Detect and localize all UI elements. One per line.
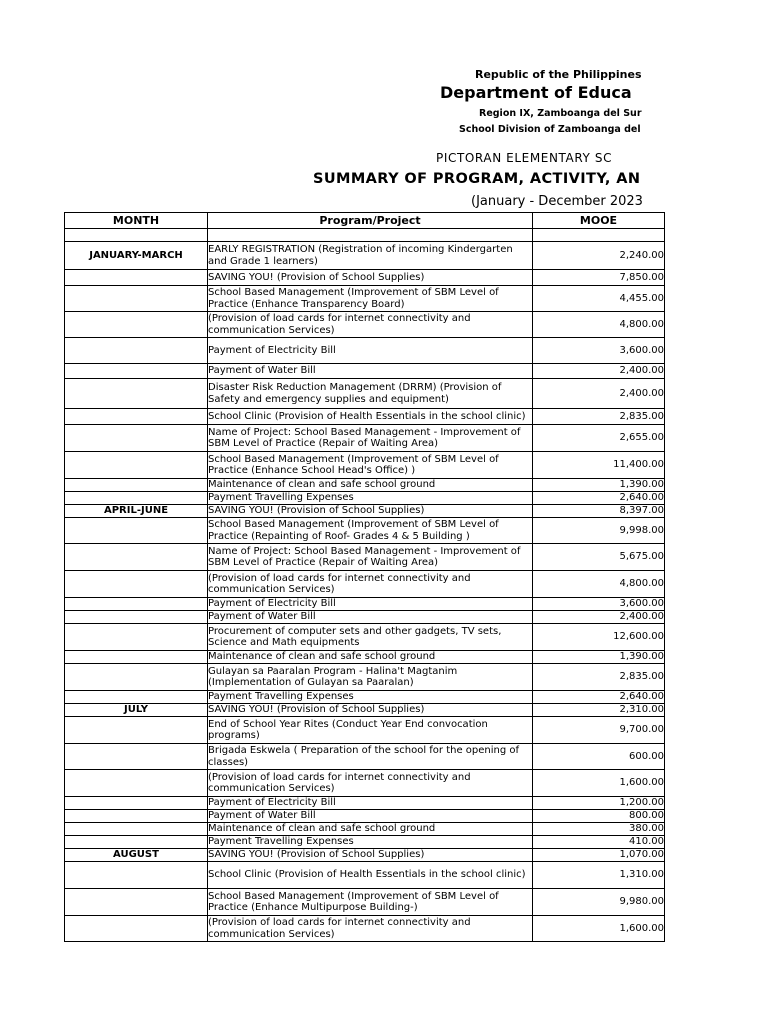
department-name: Department of Educa — [440, 83, 632, 102]
table-row — [65, 664, 665, 691]
program-cell: Payment of Water Bill — [208, 611, 533, 624]
program-cell: Maintenance of clean and safe school ground — [208, 823, 533, 836]
mooe-cell: 4,455.00 — [533, 286, 665, 312]
month-cell: JANUARY-MARCH — [65, 242, 208, 270]
program-cell: Procurement of computer sets and other gadgets, TV sets, Science and Math equipments — [208, 624, 533, 651]
program-cell: Payment of Electricity Bill — [208, 797, 533, 810]
table-row — [65, 229, 665, 242]
program-cell — [208, 229, 533, 242]
month-cell — [65, 312, 208, 338]
program-cell: Brigada Eskwela ( Preparation of the school for the opening of classes) — [208, 744, 533, 770]
table-row — [65, 916, 665, 942]
month-cell — [65, 571, 208, 598]
table-row — [65, 717, 665, 744]
program-cell: (Provision of load cards for internet connectivity and communication Services) — [208, 916, 533, 942]
mooe-cell: 7,850.00 — [533, 270, 665, 286]
table-row — [65, 425, 665, 452]
mooe-cell: 12,600.00 — [533, 624, 665, 651]
table-row — [65, 518, 665, 544]
region-line: Region IX, Zamboanga del Sur — [479, 108, 642, 119]
program-cell: Name of Project: School Based Management - Improvement of SBM Level of Practice (Repair of Waiting Area) — [208, 544, 533, 571]
mooe-cell: 9,998.00 — [533, 518, 665, 544]
month-cell — [65, 611, 208, 624]
mooe-cell: 5,675.00 — [533, 544, 665, 571]
program-cell: School Based Management (Improvement of SBM Level of Practice (Enhance Transparency Board) — [208, 286, 533, 312]
month-cell — [65, 425, 208, 452]
school-name: PICTORAN ELEMENTARY SC — [436, 151, 613, 165]
table-body — [65, 229, 665, 942]
month-cell — [65, 836, 208, 849]
program-cell: School Based Management (Improvement of SBM Level of Practice (Enhance Multipurpose Building-) — [208, 889, 533, 916]
program-cell: EARLY REGISTRATION (Registration of incoming Kindergarten and Grade 1 learners) — [208, 242, 533, 270]
table-row — [65, 571, 665, 598]
month-cell — [65, 479, 208, 492]
mooe-cell: 2,400.00 — [533, 379, 665, 409]
mooe-cell: 2,640.00 — [533, 691, 665, 704]
table-row — [65, 364, 665, 379]
month-cell — [65, 810, 208, 823]
program-cell: Payment Travelling Expenses — [208, 492, 533, 505]
mooe-cell: 2,400.00 — [533, 611, 665, 624]
program-cell: Payment of Electricity Bill — [208, 338, 533, 364]
program-cell: SAVING YOU! (Provision of School Supplies) — [208, 704, 533, 717]
mooe-cell: 4,800.00 — [533, 312, 665, 338]
month-cell — [65, 770, 208, 797]
republic-line: Republic of the Philippines — [475, 68, 642, 81]
program-cell: Payment Travelling Expenses — [208, 836, 533, 849]
period-line: (January - December 2023 — [471, 194, 643, 209]
table-row — [65, 286, 665, 312]
mooe-cell: 9,700.00 — [533, 717, 665, 744]
table-row — [65, 810, 665, 823]
mooe-cell: 2,310.00 — [533, 704, 665, 717]
table-row — [65, 452, 665, 479]
table-row — [65, 338, 665, 364]
mooe-cell: 1,310.00 — [533, 862, 665, 889]
program-cell: SAVING YOU! (Provision of School Supplies) — [208, 270, 533, 286]
table-row — [65, 492, 665, 505]
table-row — [65, 889, 665, 916]
table-row — [65, 862, 665, 889]
program-cell: (Provision of load cards for internet connectivity and communication Services) — [208, 312, 533, 338]
program-cell: Gulayan sa Paaralan Program - Halina't Magtanim (Implementation of Gulayan sa Paaralan) — [208, 664, 533, 691]
mooe-cell: 1,200.00 — [533, 797, 665, 810]
month-cell — [65, 338, 208, 364]
month-cell — [65, 823, 208, 836]
table-row — [65, 312, 665, 338]
mooe-cell: 600.00 — [533, 744, 665, 770]
table-row — [65, 479, 665, 492]
month-cell — [65, 452, 208, 479]
program-cell: Payment of Water Bill — [208, 364, 533, 379]
mooe-cell: 380.00 — [533, 823, 665, 836]
month-cell — [65, 862, 208, 889]
mooe-cell: 3,600.00 — [533, 338, 665, 364]
table-row — [65, 849, 665, 862]
program-cell: School Based Management (Improvement of SBM Level of Practice (Enhance School Head's Office) ) — [208, 452, 533, 479]
mooe-cell: 2,655.00 — [533, 425, 665, 452]
month-cell: APRIL-JUNE — [65, 505, 208, 518]
table-row — [65, 691, 665, 704]
table-row — [65, 242, 665, 270]
month-cell — [65, 229, 208, 242]
mooe-cell: 9,980.00 — [533, 889, 665, 916]
month-cell — [65, 286, 208, 312]
col-mooe-header: MOOE — [533, 213, 665, 229]
program-cell: School Clinic (Provision of Health Essentials in the school clinic) — [208, 409, 533, 425]
table-row — [65, 544, 665, 571]
month-cell — [65, 518, 208, 544]
month-cell — [65, 492, 208, 505]
table-row — [65, 744, 665, 770]
month-cell — [65, 744, 208, 770]
table-header-row — [65, 213, 665, 229]
program-cell: SAVING YOU! (Provision of School Supplies) — [208, 849, 533, 862]
mooe-cell: 410.00 — [533, 836, 665, 849]
program-cell: Name of Project: School Based Management - Improvement of SBM Level of Practice (Repair of Waiting Area) — [208, 425, 533, 452]
month-cell — [65, 664, 208, 691]
month-cell — [65, 624, 208, 651]
mooe-cell: 2,640.00 — [533, 492, 665, 505]
mooe-cell: 2,400.00 — [533, 364, 665, 379]
program-cell: End of School Year Rites (Conduct Year End convocation programs) — [208, 717, 533, 744]
month-cell — [65, 889, 208, 916]
table-row — [65, 704, 665, 717]
month-cell: JULY — [65, 704, 208, 717]
program-cell: Payment of Water Bill — [208, 810, 533, 823]
mooe-cell: 2,835.00 — [533, 409, 665, 425]
month-cell — [65, 717, 208, 744]
table-row — [65, 611, 665, 624]
mooe-cell — [533, 229, 665, 242]
mooe-cell: 8,397.00 — [533, 505, 665, 518]
month-cell — [65, 544, 208, 571]
table-row — [65, 797, 665, 810]
program-cell: Payment Travelling Expenses — [208, 691, 533, 704]
mooe-cell: 1,390.00 — [533, 651, 665, 664]
month-cell — [65, 270, 208, 286]
month-cell — [65, 797, 208, 810]
table-row — [65, 651, 665, 664]
mooe-cell: 11,400.00 — [533, 452, 665, 479]
table-row — [65, 505, 665, 518]
summary-table — [64, 212, 665, 942]
program-cell: School Based Management (Improvement of SBM Level of Practice (Repainting of Roof- Grades 4 & 5 Building ) — [208, 518, 533, 544]
program-cell: Disaster Risk Reduction Management (DRRM) (Provision of Safety and emergency supplies and equipment) — [208, 379, 533, 409]
document-title: SUMMARY OF PROGRAM, ACTIVITY, AN — [313, 171, 641, 187]
mooe-cell: 1,600.00 — [533, 916, 665, 942]
month-cell — [65, 364, 208, 379]
mooe-cell: 800.00 — [533, 810, 665, 823]
month-cell — [65, 691, 208, 704]
month-cell — [65, 916, 208, 942]
mooe-cell: 1,390.00 — [533, 479, 665, 492]
program-cell: Maintenance of clean and safe school ground — [208, 479, 533, 492]
table-row — [65, 270, 665, 286]
month-cell — [65, 651, 208, 664]
month-cell: AUGUST — [65, 849, 208, 862]
month-cell — [65, 598, 208, 611]
col-program-header: Program/Project — [208, 213, 533, 229]
table-row — [65, 379, 665, 409]
program-cell: SAVING YOU! (Provision of School Supplies) — [208, 505, 533, 518]
col-month-header: MONTH — [65, 213, 208, 229]
program-cell: Maintenance of clean and safe school ground — [208, 651, 533, 664]
mooe-cell: 1,070.00 — [533, 849, 665, 862]
table-row — [65, 598, 665, 611]
table-row — [65, 823, 665, 836]
division-line: School Division of Zamboanga del — [459, 124, 641, 135]
month-cell — [65, 379, 208, 409]
table-row — [65, 409, 665, 425]
program-cell: (Provision of load cards for internet connectivity and communication Services) — [208, 770, 533, 797]
table-row — [65, 836, 665, 849]
program-cell: (Provision of load cards for internet connectivity and communication Services) — [208, 571, 533, 598]
mooe-cell: 2,835.00 — [533, 664, 665, 691]
program-cell: Payment of Electricity Bill — [208, 598, 533, 611]
mooe-cell: 4,800.00 — [533, 571, 665, 598]
program-cell: School Clinic (Provision of Health Essentials in the school clinic) — [208, 862, 533, 889]
mooe-cell: 3,600.00 — [533, 598, 665, 611]
table-row — [65, 624, 665, 651]
mooe-cell: 1,600.00 — [533, 770, 665, 797]
table-row — [65, 770, 665, 797]
mooe-cell: 2,240.00 — [533, 242, 665, 270]
month-cell — [65, 409, 208, 425]
